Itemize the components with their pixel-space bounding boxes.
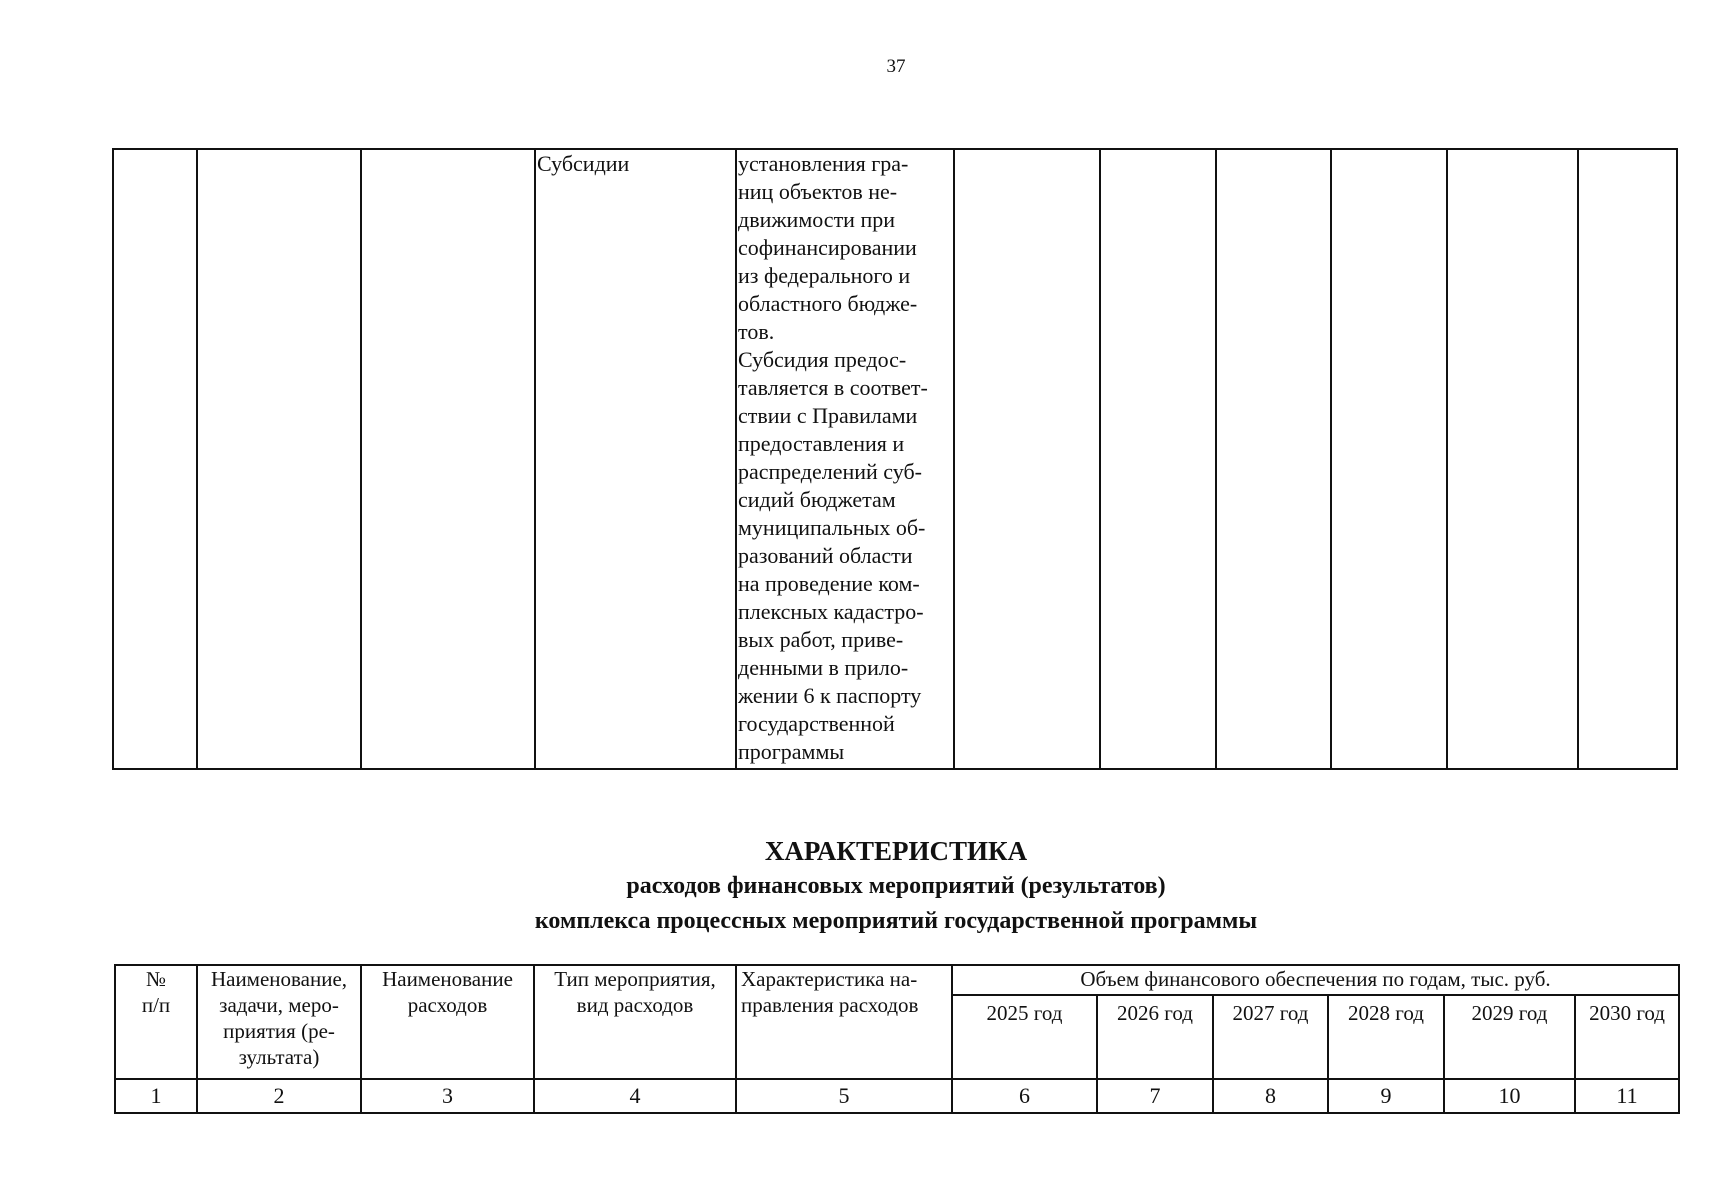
header-number: № п/п: [115, 965, 197, 1079]
cell-number: [113, 149, 197, 769]
cell-2029: [1447, 149, 1578, 769]
title-subheading: расходов финансовых мероприятий (результатов): [626, 873, 1166, 899]
column-number: 5: [736, 1079, 952, 1113]
description-line: ствии с Правилами: [738, 403, 918, 428]
header-task: Наименование, задачи, меро- приятия (ре- зультата): [197, 965, 361, 1079]
description-line: программы: [738, 739, 845, 764]
header-year-2027: 2027 год: [1213, 995, 1328, 1079]
header-type: Тип мероприятия, вид расходов: [534, 965, 736, 1079]
expenses-header-table: [114, 964, 1680, 1114]
description-line: тавляется в соответ-: [738, 375, 928, 400]
description-line: государственной: [738, 711, 895, 736]
description-line: ниц объектов не-: [738, 179, 898, 204]
description-line: Субсидия предос-: [738, 347, 907, 372]
cell-description: [736, 149, 954, 769]
column-number: 7: [1097, 1079, 1213, 1113]
cell-2027: [1216, 149, 1331, 769]
continuation-row: [113, 149, 1677, 769]
description-line: муниципальных об-: [738, 515, 926, 540]
header-year-2029: 2029 год: [1444, 995, 1575, 1079]
description-line: софинансировании: [738, 235, 917, 260]
page-number: 37: [886, 56, 906, 77]
section-title: [0, 833, 1710, 939]
description-line: тов.: [738, 319, 775, 344]
header-year-2026: 2026 год: [1097, 995, 1213, 1079]
header-year-2028: 2028 год: [1328, 995, 1444, 1079]
description-line: разований области: [738, 543, 913, 568]
title-subheading: комплекса процессных мероприятий государственной программы: [534, 908, 1258, 934]
column-number: 10: [1444, 1079, 1575, 1113]
description-line: предоставления и: [738, 431, 905, 456]
description-line: движимости при: [738, 207, 895, 232]
header-year-2025: 2025 год: [952, 995, 1097, 1079]
description-line: установления гра-: [738, 151, 909, 176]
description-line: областного бюдже-: [738, 291, 918, 316]
column-number: 8: [1213, 1079, 1328, 1113]
description-line: денными в прило-: [738, 655, 909, 680]
cell-2026: [1100, 149, 1216, 769]
header-description: Характеристика на- правления расходов: [736, 965, 952, 1079]
column-number: 6: [952, 1079, 1097, 1113]
description-line: из федерального и: [738, 263, 911, 288]
header-funding-group: Объем финансового обеспечения по годам, тыс. руб.: [952, 965, 1679, 995]
column-number: 2: [197, 1079, 361, 1113]
description-line: жении 6 к паспорту: [738, 683, 922, 708]
column-numbers-row: [115, 1079, 1679, 1113]
header-row: [115, 965, 1679, 995]
column-number: 11: [1575, 1079, 1679, 1113]
header-expense-name: Наименование расходов: [361, 965, 534, 1079]
cell-2025: [954, 149, 1100, 769]
column-number: 4: [534, 1079, 736, 1113]
header-year-2030: 2030 год: [1575, 995, 1679, 1079]
cell-task: [197, 149, 361, 769]
description-line: на проведение ком-: [738, 571, 920, 596]
column-number: 3: [361, 1079, 534, 1113]
description-line: сидий бюджетам: [738, 487, 896, 512]
cell-2028: [1331, 149, 1447, 769]
continuation-table: [112, 148, 1678, 770]
title-heading: ХАРАКТЕРИСТИКА: [764, 836, 1028, 866]
cell-type: Субсидии: [535, 149, 736, 769]
description-line: плексных кадастро-: [738, 599, 924, 624]
column-number: 1: [115, 1079, 197, 1113]
column-number: 9: [1328, 1079, 1444, 1113]
cell-expense-name: [361, 149, 535, 769]
cell-2030: [1578, 149, 1677, 769]
description-line: распределений суб-: [738, 459, 923, 484]
description-line: вых работ, приве-: [738, 627, 904, 652]
